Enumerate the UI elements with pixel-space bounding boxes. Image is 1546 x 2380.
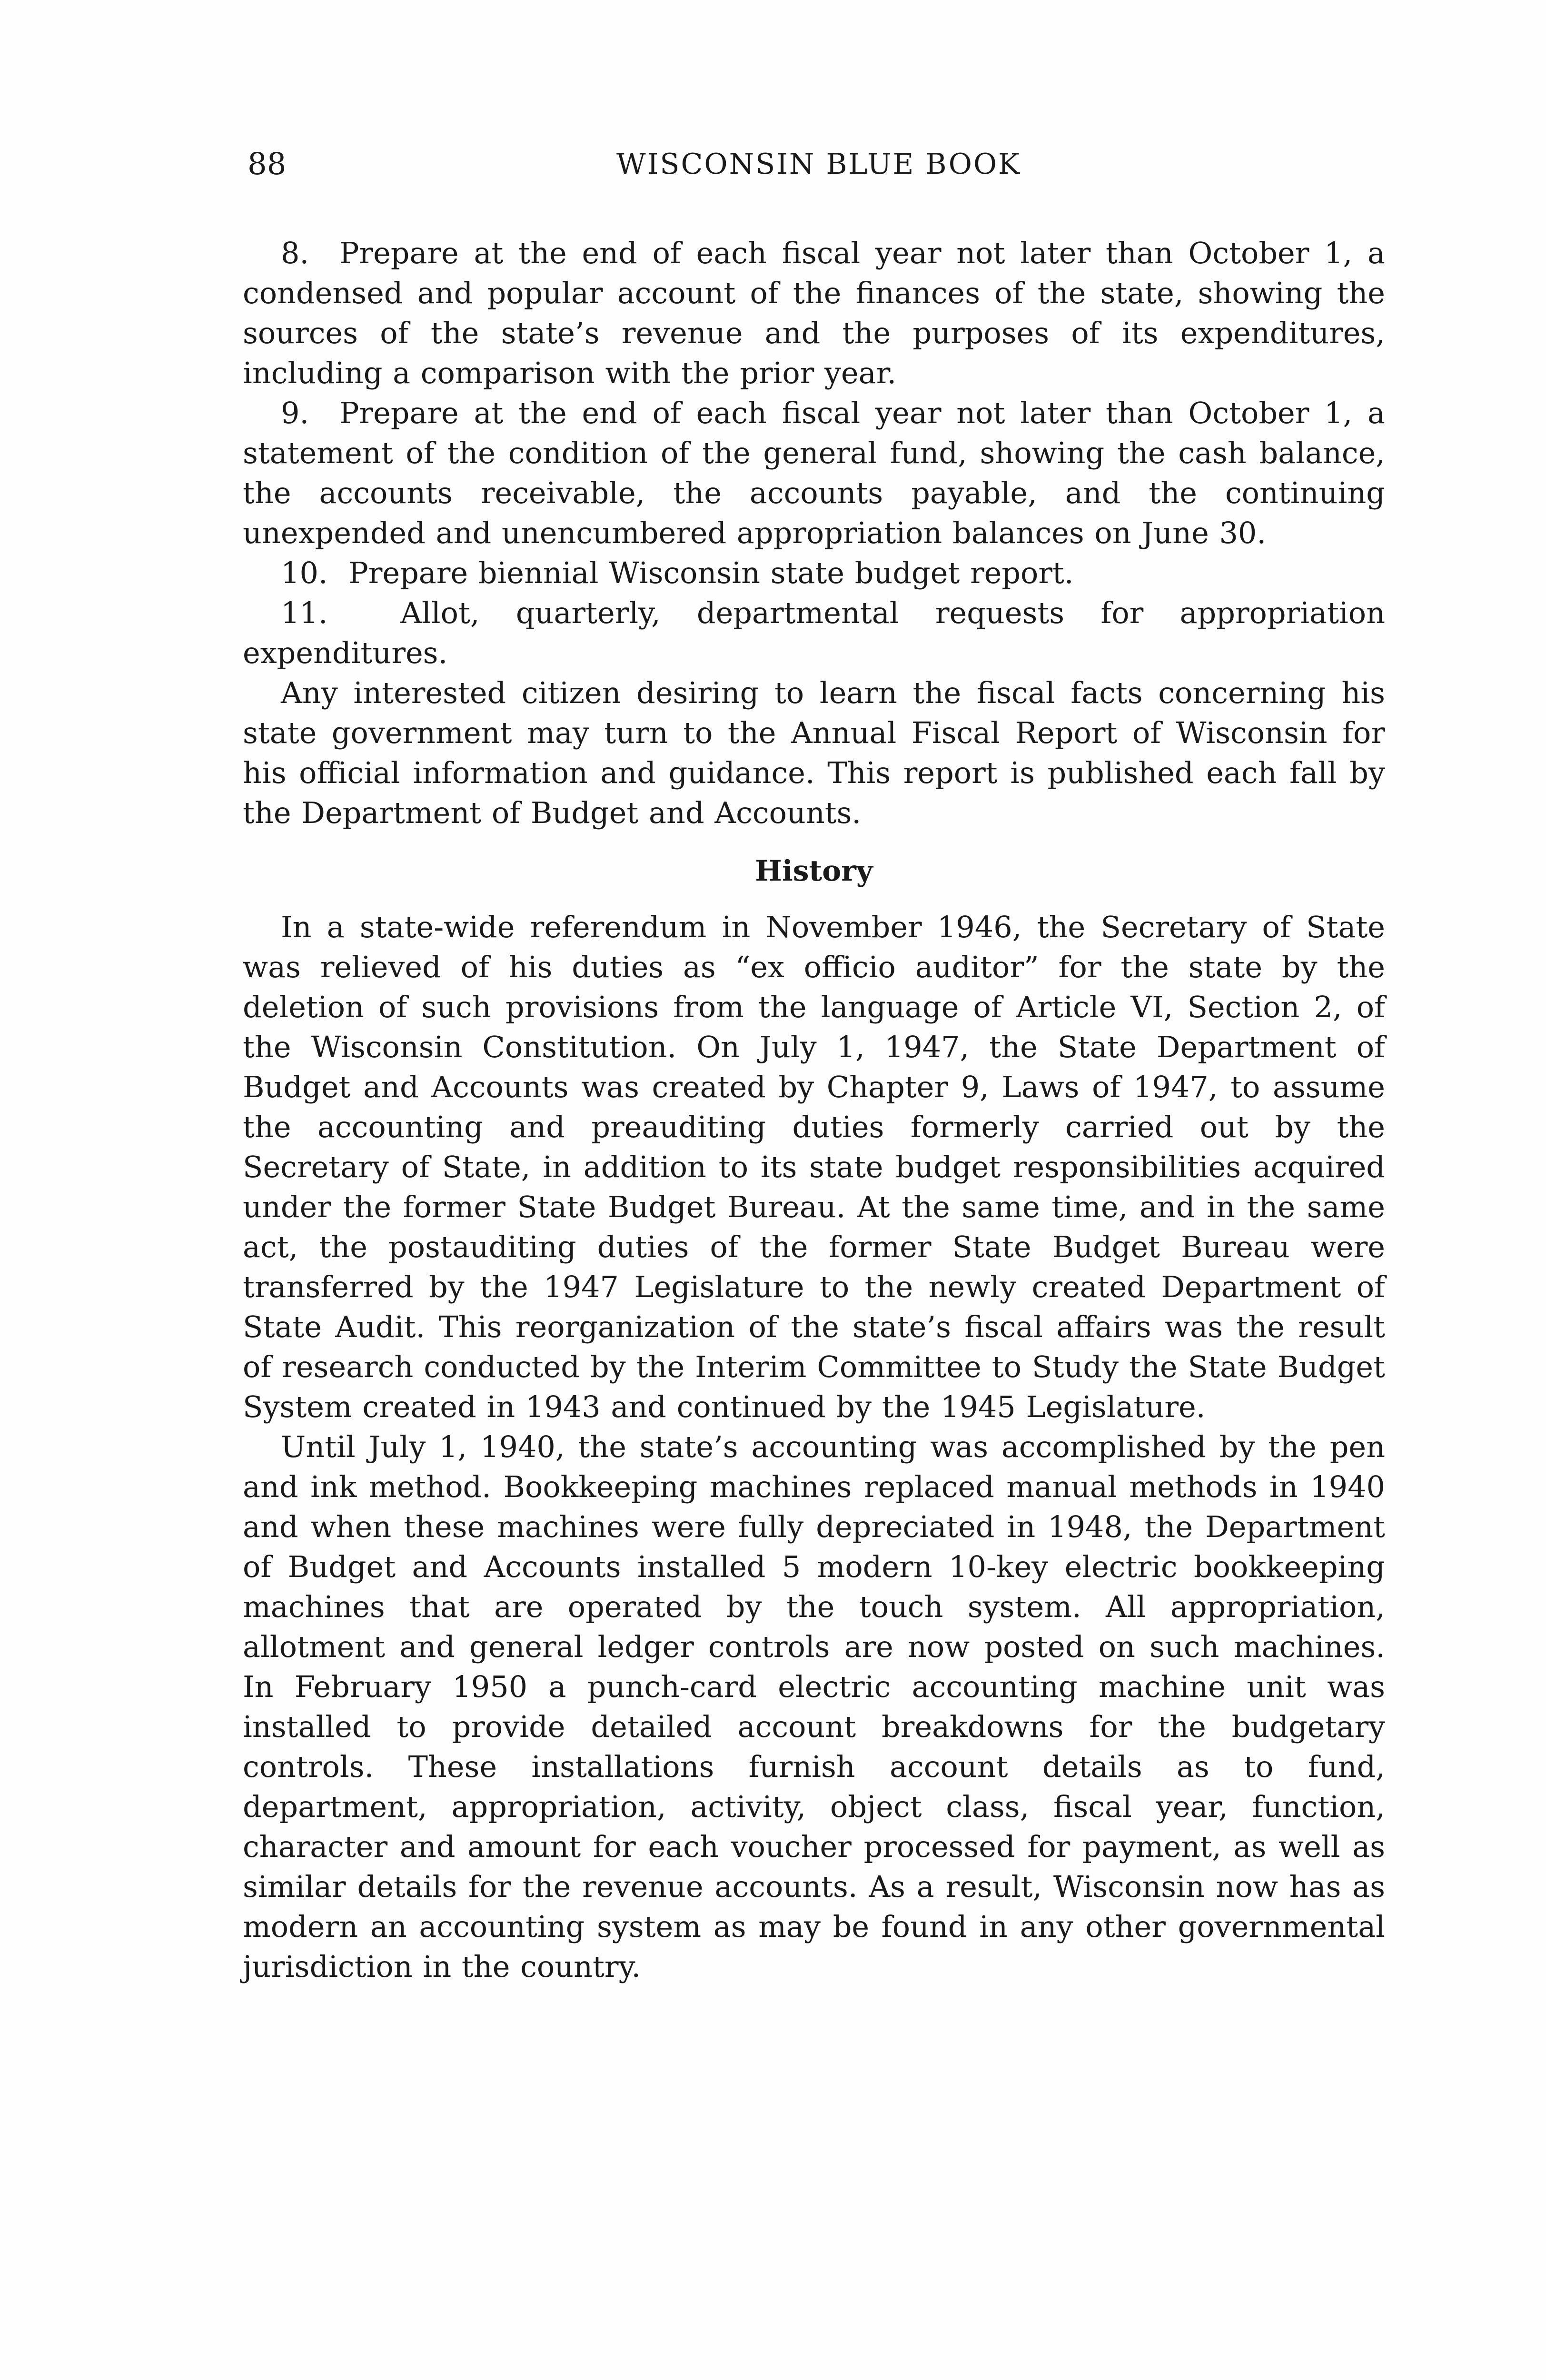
- page-number: 88: [248, 147, 287, 182]
- list-item: [243, 553, 1385, 593]
- list-item-text: Prepare at the end of each fiscal year not later than October 1, a statement of the condition of the general fund, showing the cash balance, the accounts receivable, the accounts payable, and the continuing unexpended and unencumbered appropriation balances on June 30.: [243, 396, 1386, 550]
- list-item-number: 9.: [281, 396, 309, 430]
- list-item: [243, 593, 1385, 673]
- list-item-text: Prepare biennial Wisconsin state budget report.: [348, 555, 1074, 590]
- list-item: [243, 393, 1385, 553]
- list-item-text: Prepare at the end of each fiscal year not later than October 1, a condensed and popular account of the finances of the state, showing the sources of the state’s revenue and the purposes of its expenditures, including a comparison with the prior year.: [243, 236, 1386, 390]
- list-item-number: 10.: [281, 555, 328, 590]
- intro-paragraph: Any interested citizen desiring to learn the fiscal facts concerning his state government may turn to the Annual Fiscal Report of Wisconsin for his official information and guidance. This report is published each fall by the Department of Budget and Accounts.: [243, 675, 1385, 830]
- list-item-text: Allot, quarterly, departmental requests for appropriation expenditures.: [243, 595, 1386, 670]
- list-item: [243, 233, 1385, 393]
- page-body: [243, 233, 1385, 1987]
- section-heading-history: History: [755, 854, 873, 888]
- page-header: [248, 143, 1390, 186]
- list-item-number: 11.: [281, 595, 328, 630]
- history-paragraph: In a state-wide referendum in November 1946, the Secretary of State was relieved of his duties as “ex officio auditor” for the state by the deletion of such provisions from the language of Article VI, Section 2, of the Wisconsin Constitution. On July 1, 1947, the State Department of Budget and Accounts was created by Chapter 9, Laws of 1947, to assume the accounting and preauditing duties formerly carried out by the Secretary of State, in addition to its state budget responsibilities acquired under the former State Budget Bureau. At the same time, and in the same act, the postauditing duties of the former State Budget Bureau were transferred by the 1947 Legislature to the newly created Department of State Audit. This reorganization of the state’s fiscal affairs was the result of research conducted by the Interim Committee to Study the State Budget System created in 1943 and continued by the 1945 Legislature.: [243, 910, 1385, 1424]
- list-item-number: 8.: [281, 236, 309, 270]
- running-title: WISCONSIN BLUE BOOK: [616, 148, 1021, 181]
- history-paragraph: Until July 1, 1940, the state’s accounting was accomplished by the pen and ink method. Bookkeeping machines replaced manual methods in 1940 and when these machines were fully depreciated in 1948, the Department of Budget and Accounts installed 5 modern 10-key electric bookkeeping machines that are operated by the touch system. All appropriation, allotment and general ledger controls are now posted on such machines. In February 1950 a punch-card electric accounting machine unit was installed to provide detailed account breakdowns for the budgetary controls. These installations furnish account details as to fund, department, appropriation, activity, object class, fiscal year, function, character and amount for each voucher processed for payment, as well as similar details for the revenue accounts. As a result, Wisconsin now has as modern an accounting system as may be found in any other governmental jurisdiction in the country.: [243, 1429, 1385, 1984]
